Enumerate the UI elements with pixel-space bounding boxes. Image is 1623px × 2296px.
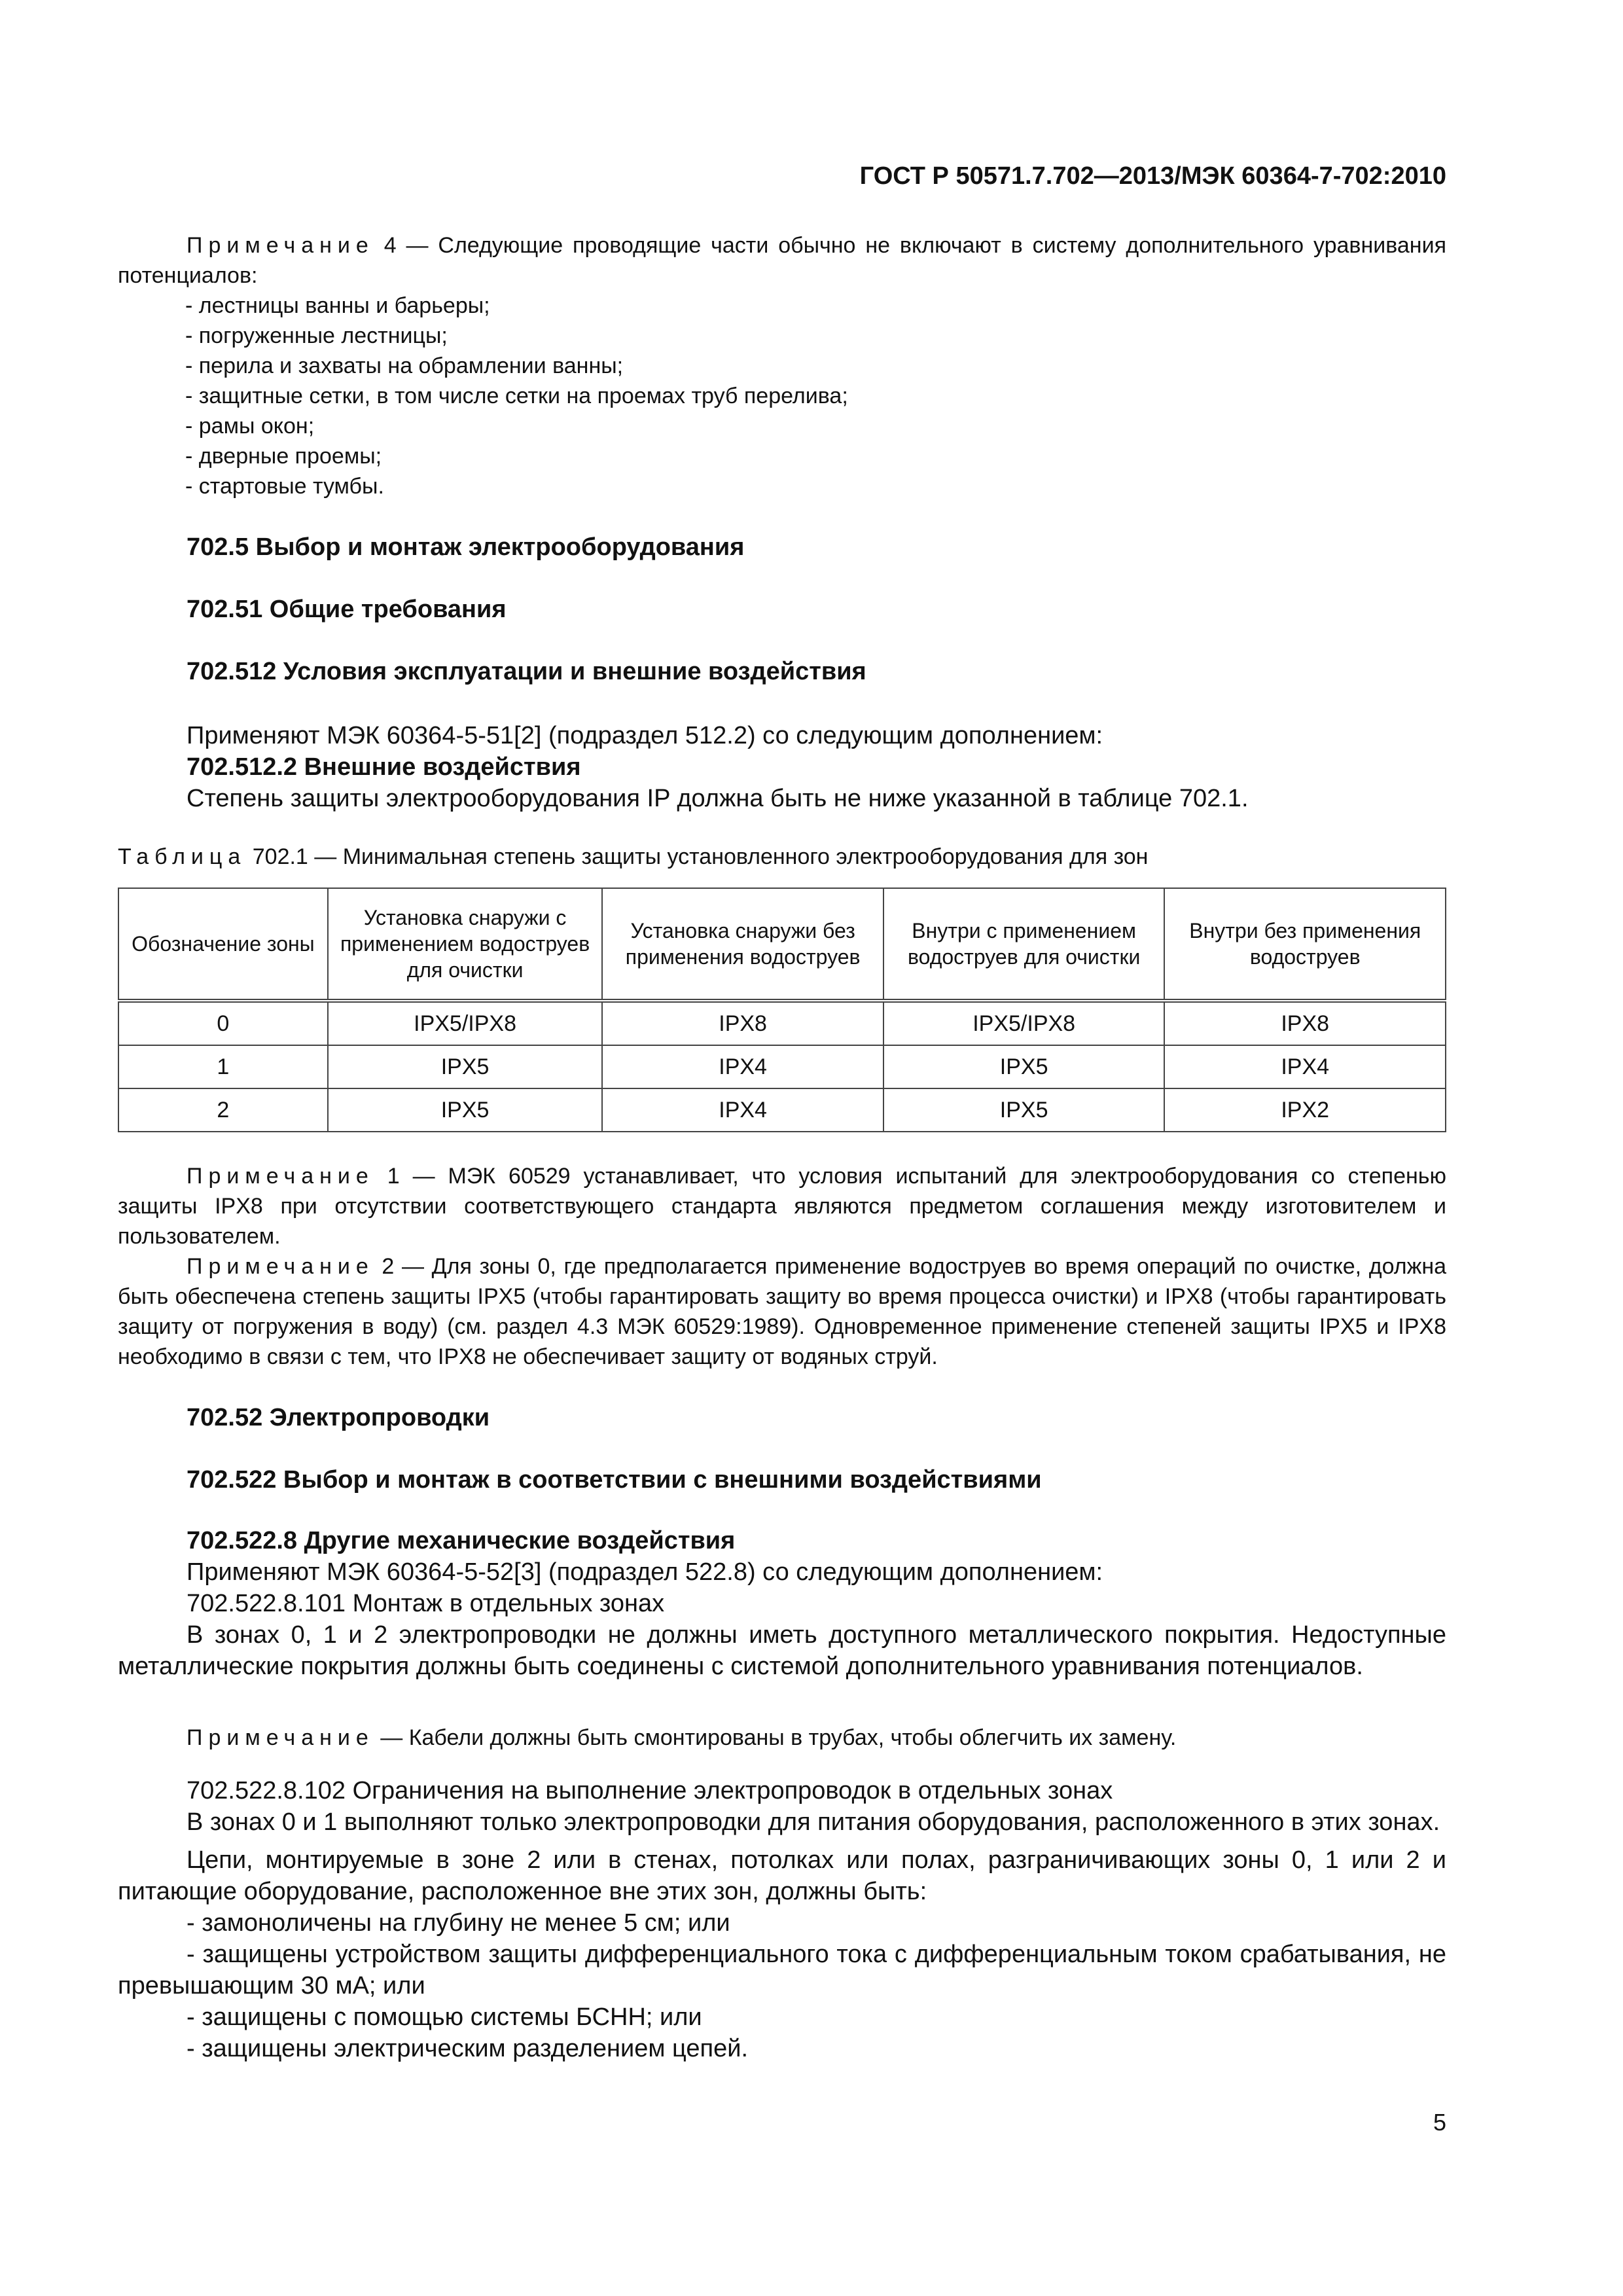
note-1-label: Примечание <box>187 1164 374 1189</box>
section-702-512-line1: Применяют МЭК 60364-5-51[2] (подраздел 512.2) со следующим дополнением: <box>187 722 1103 749</box>
table-cell: IPX4 <box>602 1088 883 1132</box>
table-header-row <box>118 888 1446 1001</box>
table-header-cell: Установка снаружи без применения водоструев <box>602 888 883 1001</box>
note-1 <box>118 1161 1446 1251</box>
list-item: - замоноличены на глубину не менее 5 см; или <box>187 1909 730 1937</box>
note-2 <box>118 1251 1446 1372</box>
subheading-702-512-2: 702.512.2 Внешние воздействия <box>187 753 581 781</box>
list-item: - рамы окон; <box>185 414 315 439</box>
table-header-cell: Обозначение зоны <box>118 888 328 1001</box>
table-cell: 0 <box>118 1001 328 1045</box>
table-cell: IPX5/IPX8 <box>883 1001 1165 1045</box>
note-cables-label: Примечание <box>187 1725 374 1750</box>
heading-702-512: 702.512 Условия эксплуатации и внешние воздействия <box>187 658 866 685</box>
document-header: ГОСТ Р 50571.7.702—2013/МЭК 60364-7-702:2010 <box>859 162 1446 190</box>
note-4 <box>118 230 1446 291</box>
table-header-cell: Внутри с применением водоструев для очистки <box>883 888 1165 1001</box>
note-2-text: 2 — Для зоны 0, где предполагается применение водоструев во время операций по очистке, должна быть обеспечена степень защиты IPX5 (чтобы гарантировать защиту во время процесса очистки) и IPX8 (чтобы гарантировать защиту от погружения в воду) (см. раздел 4.3 МЭК 60529:1989). Одновременное применение степеней защиты IPX5 и IPX8 необходимо в связи с тем, что IPX8 не обеспечивает защиту от водяных струй. <box>118 1254 1446 1369</box>
table-row <box>118 1088 1446 1132</box>
note-cables <box>118 1723 1446 1753</box>
list-item: - дверные проемы; <box>185 444 382 469</box>
table-cell: IPX4 <box>1164 1045 1446 1088</box>
list-item: - стартовые тумбы. <box>185 474 384 499</box>
list-item: - защищены с помощью системы БСНН; или <box>187 2003 702 2031</box>
table-header-cell: Внутри без применения водоструев <box>1164 888 1446 1001</box>
table-cell: IPX5/IPX8 <box>328 1001 603 1045</box>
subheading-702-522-8-102: 702.522.8.102 Ограничения на выполнение электропроводок в отдельных зонах <box>187 1777 1113 1804</box>
section-702-512-text <box>118 720 1446 814</box>
table-cell: IPX2 <box>1164 1088 1446 1132</box>
note-2-label: Примечание <box>187 1254 374 1279</box>
section-702-512-line2: Степень защиты электрооборудования IP должна быть не ниже указанной в таблице 702.1. <box>187 785 1249 812</box>
list-item: - перила и захваты на обрамлении ванны; <box>185 353 624 378</box>
heading-702-522: 702.522 Выбор и монтаж в соответствии с внешними воздействиями <box>187 1466 1042 1494</box>
note-4-label: Примечание <box>187 233 374 258</box>
note-4-text: 4 — Следующие проводящие части обычно не включают в систему дополнительного уравнивания потенциалов: <box>118 233 1446 288</box>
table-cell: 1 <box>118 1045 328 1088</box>
table-cell: IPX5 <box>883 1045 1165 1088</box>
heading-702-51: 702.51 Общие требования <box>187 596 507 623</box>
table-cell: IPX8 <box>1164 1001 1446 1045</box>
subheading-702-522-8-101: 702.522.8.101 Монтаж в отдельных зонах <box>187 1590 665 1617</box>
list-item: - лестницы ванны и барьеры; <box>185 293 490 318</box>
table-cell: IPX4 <box>602 1045 883 1088</box>
table-caption <box>118 844 1148 870</box>
table-header-cell: Установка снаружи с применением водоструев для очистки <box>328 888 603 1001</box>
paragraph-702-522-8-102a: В зонах 0 и 1 выполняют только электропроводки для питания оборудования, расположенного в этих зонах. <box>187 1808 1440 1836</box>
table-cell: 2 <box>118 1088 328 1132</box>
table-row <box>118 1001 1446 1045</box>
section-702-522-8-102 <box>118 1775 1446 2064</box>
heading-702-52: 702.52 Электропроводки <box>187 1404 490 1431</box>
section-702-522-8-line1: Применяют МЭК 60364-5-52[3] (подраздел 522.8) со следующим дополнением: <box>187 1558 1103 1586</box>
table-caption-label: Таблица <box>118 844 247 869</box>
note-1-text: 1 — МЭК 60529 устанавливает, что условия испытаний для электрооборудования со степенью защиты IPX8 при отсутствии соответствующего стандарта являются предметом соглашения между изготовителем и пользователем. <box>118 1164 1446 1249</box>
page-number: 5 <box>1433 2109 1446 2136</box>
table-cell: IPX5 <box>883 1088 1165 1132</box>
heading-702-5: 702.5 Выбор и монтаж электрооборудования <box>187 533 745 561</box>
section-702-522-8 <box>118 1525 1446 1682</box>
ip-protection-table <box>118 888 1446 1132</box>
table-cell: IPX5 <box>328 1088 603 1132</box>
table-row <box>118 1045 1446 1088</box>
paragraph-702-522-8-101: В зонах 0, 1 и 2 электропроводки не должны иметь доступного металлического покрытия. Недоступные металлические покрытия должны быть соединены с системой дополнительного уравнивания потенциалов. <box>118 1621 1446 1680</box>
list-item: - защитные сетки, в том числе сетки на проемах труб перелива; <box>185 384 848 408</box>
list-item: - погруженные лестницы; <box>185 323 448 348</box>
table-cell: IPX5 <box>328 1045 603 1088</box>
table-cell: IPX8 <box>602 1001 883 1045</box>
paragraph-702-522-8-102b: Цепи, монтируемые в зоне 2 или в стенах, потолках или полах, разграничивающих зоны 0, 1 или 2 и питающие оборудование, расположенное вне этих зон, должны быть: <box>118 1846 1446 1905</box>
list-item: - защищены электрическим разделением цепей. <box>187 2035 749 2062</box>
note-4-list <box>185 291 848 501</box>
note-cables-text: — Кабели должны быть смонтированы в трубах, чтобы облегчить их замену. <box>374 1725 1177 1750</box>
heading-702-522-8: 702.522.8 Другие механические воздействия <box>187 1527 736 1554</box>
list-item: - защищены устройством защиты дифференциального тока с дифференциальным током срабатывания, не превышающим 30 мА; или <box>118 1941 1446 2000</box>
table-caption-text: 702.1 — Минимальная степень защиты установленного электрооборудования для зон <box>246 844 1149 869</box>
